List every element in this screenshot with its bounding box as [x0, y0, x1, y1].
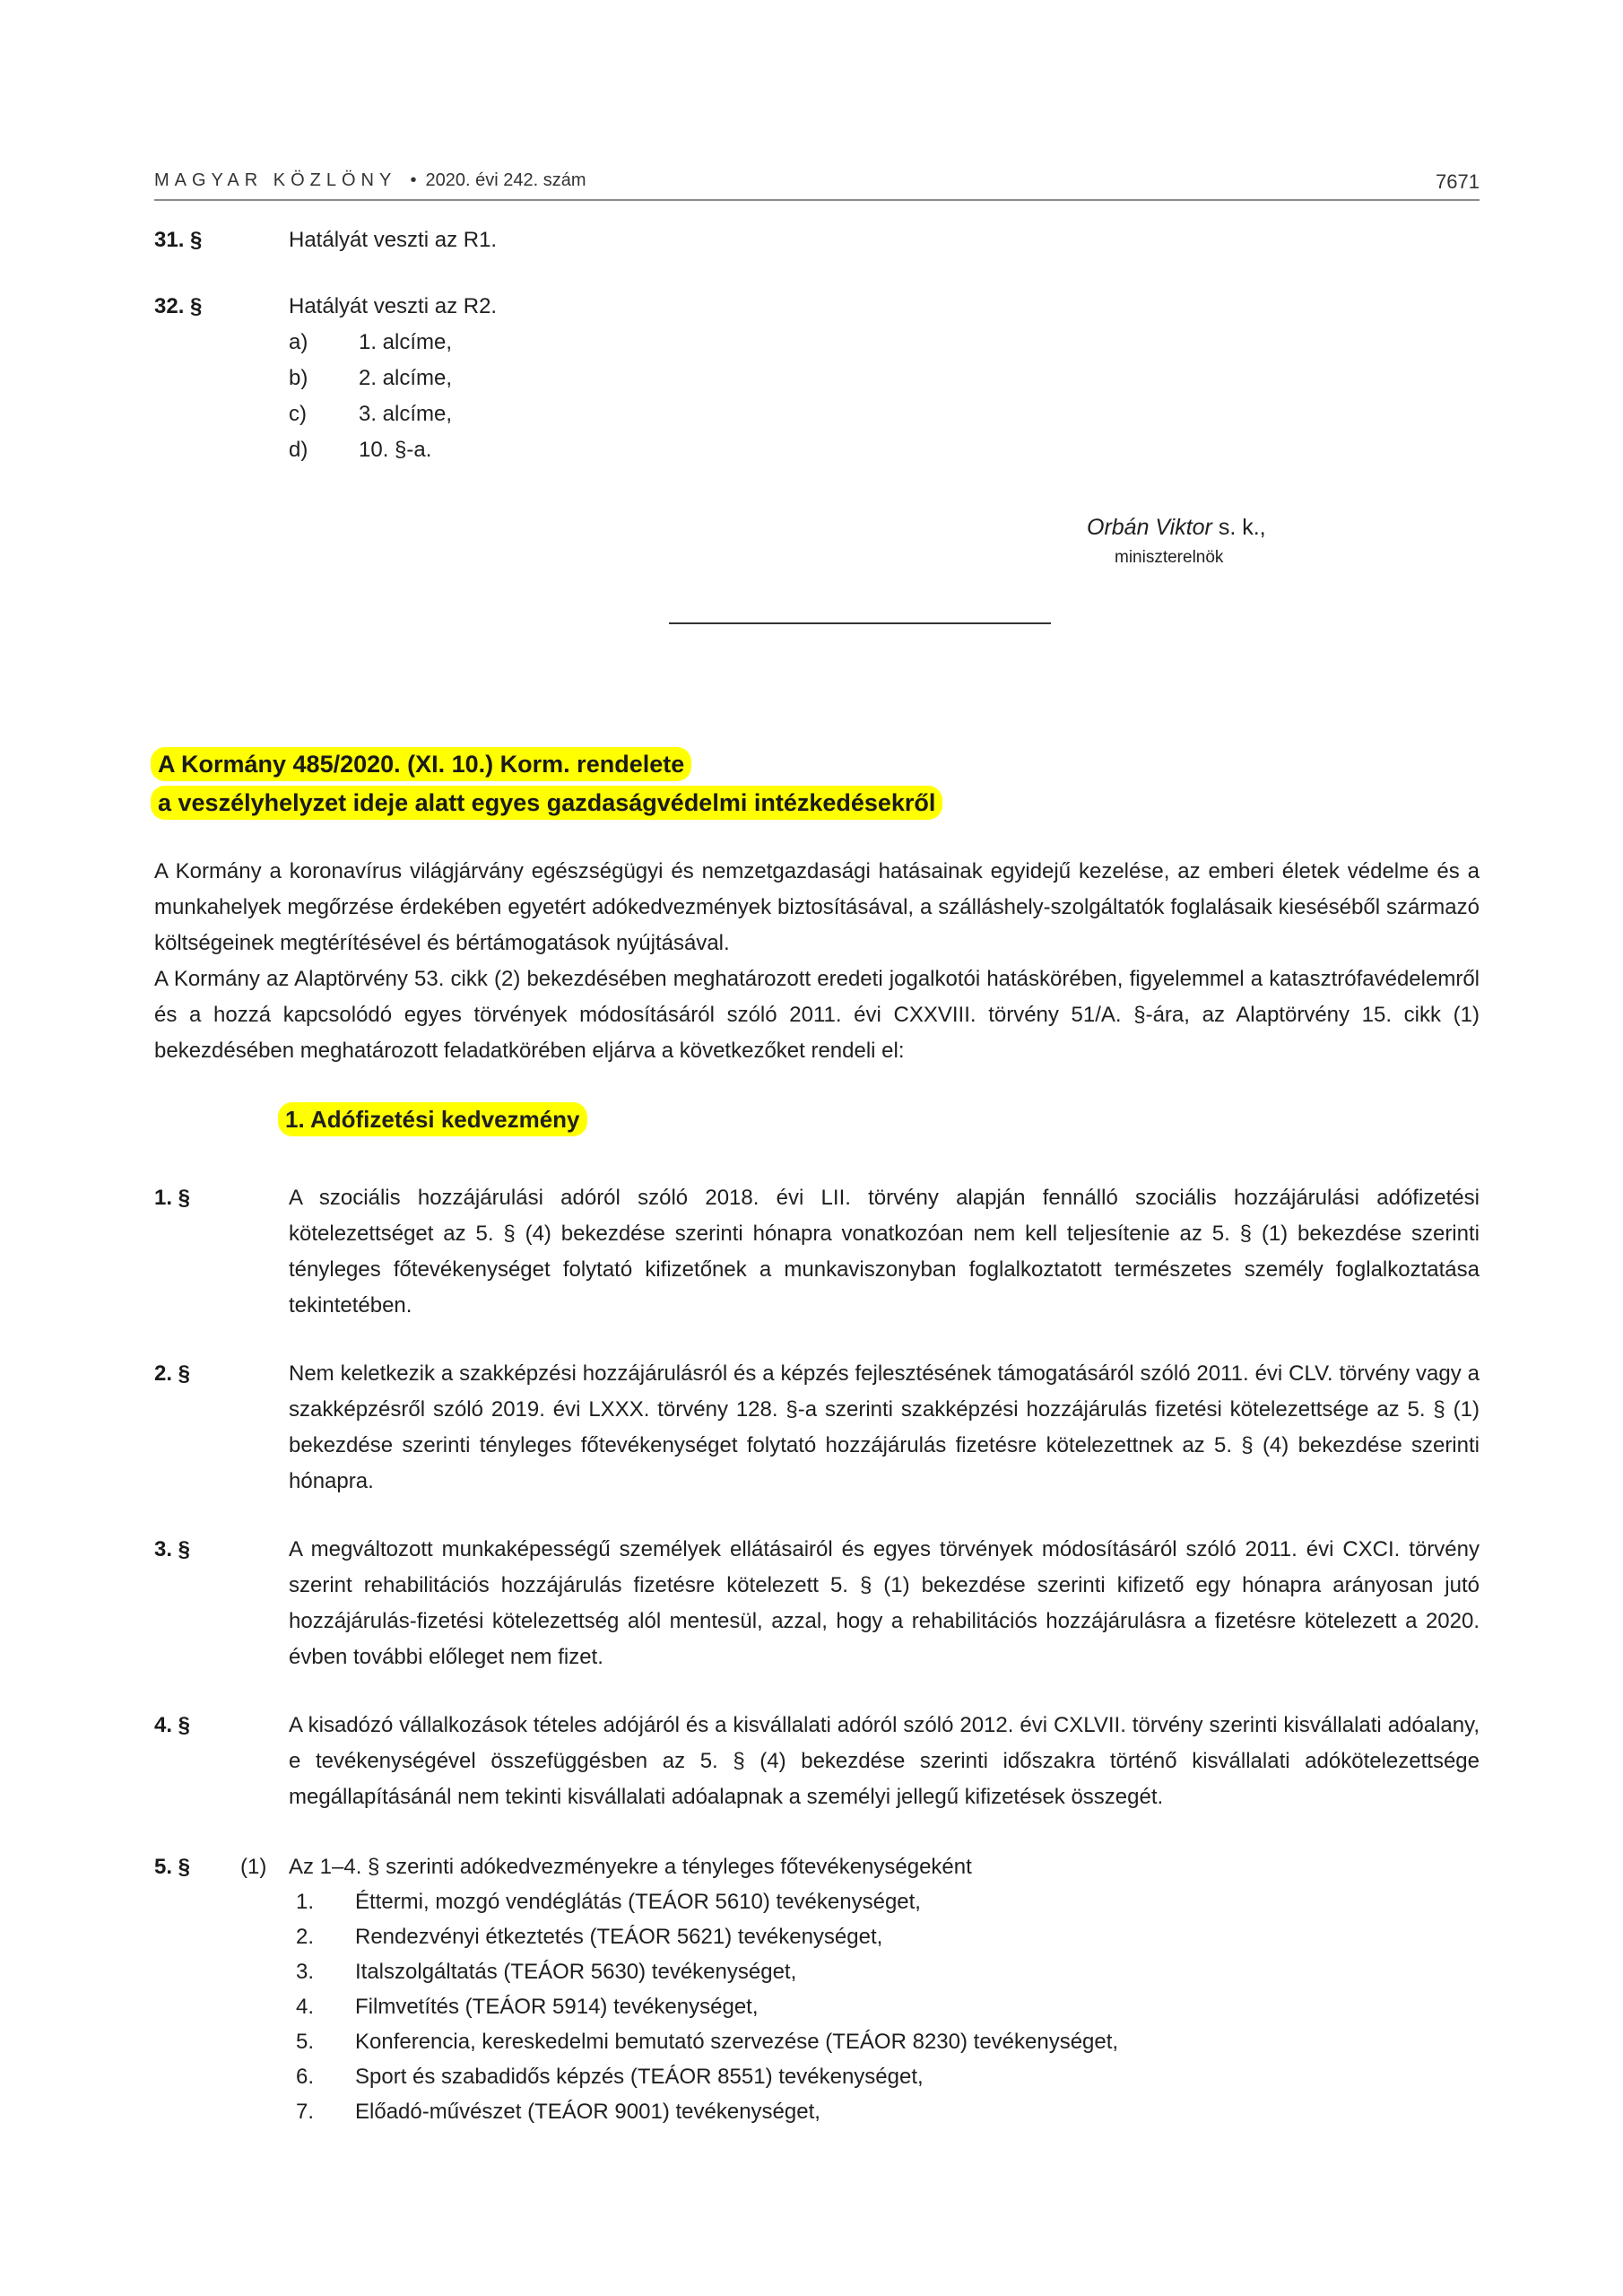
publication-name: MAGYAR KÖZLÖNY [154, 170, 396, 190]
header-rule [154, 199, 1480, 201]
list-item [296, 2094, 820, 2130]
signatory-suffix: s. k., [1211, 515, 1266, 540]
section-number: 4. § [154, 1713, 191, 1737]
paragraph-label: (1) [240, 1855, 267, 1879]
point-letter: d) [289, 438, 308, 462]
item-number: 3. [296, 1960, 315, 1984]
point-text: 3. alcíme, [359, 402, 453, 426]
item-number: 5. [296, 2030, 315, 2054]
preamble-paragraph: A Kormány az Alaptörvény 53. cikk (2) bekezdésében meghatározott eredeti jogalkotói hatáskörében, figyelemmel a katasztrófavédelemről és a hozzá kapcsolódó egyes törvények módosításáról szóló 2011. évi CXXVIII. törvény 51/A. §-ára, az Alaptörvény 15. cikk (1) bekezdésében meghatározott feladatkörében eljárva a következőket rendeli el: [154, 967, 1480, 1063]
section-text: A kisadózó vállalkozások tételes adójáról és a kisvállalati adóról szóló 2012. évi CXLVII. törvény szerinti kisvállalati adóalany, e tevékenységével összefüggésben az 5. § (4) bekezdése szerinti időszakra történő kisvállalati adókötelezettsége megállapításánál nem tekinti kisvállalati adóalapnak a személyi jellegű kifizetések összegét. [289, 1713, 1480, 1809]
item-text: Éttermi, mozgó vendéglátás (TEÁOR 5610) tevékenységet, [355, 1890, 921, 1914]
section-number: 31. § [154, 228, 203, 252]
page-number: 7671 [1436, 170, 1480, 193]
item-number: 7. [296, 2100, 315, 2124]
item-text: Filmvetítés (TEÁOR 5914) tevékenységet, [355, 1995, 759, 2019]
list-item [296, 1884, 921, 1920]
decree-separator [669, 622, 1051, 624]
item-number: 6. [296, 2065, 315, 2089]
running-header [154, 170, 1480, 203]
list-item [289, 361, 452, 396]
signatory [1087, 509, 1266, 545]
section-text: Hatályát veszti az R1. [289, 228, 498, 252]
list-item [296, 2059, 924, 2095]
preamble [154, 854, 1480, 1069]
publication-title [154, 170, 586, 191]
list-item [289, 325, 452, 361]
section-text: Nem keletkezik a szakképzési hozzájárulásról és a képzés fejlesztésének támogatásáról szóló 2011. évi CLV. törvény vagy a szakképzésről szóló 2019. évi LXXX. törvény 128. §-a szerinti szakképzési hozzájárulás fizetési kötelezettsége az 5. § (1) bekezdése szerinti tényleges főtevékenységet folytató hozzájárulás fizetésre kötelezettnek az 5. § (4) bekezdése szerinti hónapra. [289, 1361, 1480, 1493]
item-text: Rendezvényi étkeztetés (TEÁOR 5621) tevékenységet, [355, 1925, 883, 1949]
point-text: 1. alcíme, [359, 330, 453, 354]
item-text: Italszolgáltatás (TEÁOR 5630) tevékenységet, [355, 1960, 797, 1984]
item-number: 4. [296, 1995, 315, 2019]
section-number: 2. § [154, 1361, 191, 1386]
item-number: 1. [296, 1890, 315, 1914]
list-item [289, 396, 452, 432]
section-text: A megváltozott munkaképességű személyek ellátásairól és egyes törvények módosításáról szóló 2011. évi CXCI. törvény szerint rehabilitációs hozzájárulás fizetésre kötelezett 5. § (1) bekezdése szerinti kifizető egy hónapra arányosan jutó hozzájárulás-fizetési kötelezettség alól mentesül, azzal, hogy a rehabilitációs hozzájárulásra a fizetésre kötelezett a 2020. évben további előleget nem fizet. [289, 1537, 1480, 1669]
section-text: A szociális hozzájárulási adóról szóló 2018. évi LII. törvény alapján fennálló szociális hozzájárulási adófizetési kötelezettséget az 5. § (4) bekezdése szerinti hónapra vonatkozóan nem kell teljesítenie az 5. § (1) bekezdése szerinti tényleges főtevékenységet folytató kifizetőnek a munkaviszonyban foglalkoztatott természetes személy foglalkoztatása tekintetében. [289, 1186, 1480, 1318]
decree-title [151, 746, 942, 823]
highlighted-title-line: A Kormány 485/2020. (XI. 10.) Korm. rendelete [151, 747, 691, 781]
preamble-paragraph: A Kormány a koronavírus világjárvány egészségügyi és nemzetgazdasági hatásainak egyidejű kezelése, az emberi életek védelme és a munkahelyek megőrzése érdekében egyetért adókedvezmények biztosításával, a szálláshely-szolgáltatók foglalásaik kieséséből származó költségeinek megtérítésével és bértámogatások nyújtásával. [154, 859, 1480, 955]
section-number: 1. § [154, 1186, 191, 1210]
section-number: 5. § [154, 1855, 191, 1879]
list-item [296, 1954, 796, 1990]
section-number: 3. § [154, 1537, 191, 1561]
list-item [296, 1919, 882, 1955]
issue-number: 2020. évi 242. szám [425, 170, 586, 190]
highlighted-chapter-title: 1. Adófizetési kedvezmény [278, 1102, 587, 1136]
item-text: Sport és szabadidős képzés (TEÁOR 8551) tevékenységet, [355, 2065, 924, 2089]
highlighted-title-line: a veszélyhelyzet ideje alatt egyes gazdaságvédelmi intézkedésekről [151, 786, 942, 820]
item-number: 2. [296, 1925, 315, 1949]
list-item [296, 1989, 759, 2025]
point-letter: b) [289, 366, 308, 390]
item-text: Előadó-művészet (TEÁOR 9001) tevékenységet, [355, 2100, 820, 2124]
list-item [289, 432, 431, 468]
signatory-name: Orbán Viktor [1087, 515, 1212, 540]
point-text: 10. §-a. [359, 438, 432, 462]
point-letter: a) [289, 330, 308, 354]
chapter-title [278, 1101, 587, 1140]
bullet-separator: • [410, 170, 417, 190]
point-letter: c) [289, 402, 307, 426]
list-item [296, 2024, 1118, 2060]
item-text: Konferencia, kereskedelmi bemutató szervezése (TEÁOR 8230) tevékenységet, [355, 2030, 1119, 2054]
paragraph-intro: Az 1–4. § szerinti adókedvezményekre a tényleges főtevékenységeként [289, 1855, 972, 1879]
section-number: 32. § [154, 294, 203, 318]
point-text: 2. alcíme, [359, 366, 453, 390]
section-text: Hatályát veszti az R2. [289, 294, 498, 318]
signatory-role: miniszterelnök [1115, 548, 1224, 567]
